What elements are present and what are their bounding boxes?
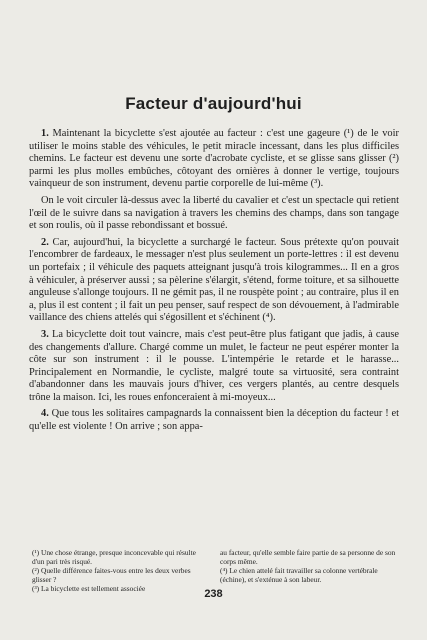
paragraph-text: Maintenant la bicyclette s'est ajoutée au facteur : c'est une gageure (¹) de le voir utiliser le moins stable des véhicules, le petit miracle incessant, dans les plus difficiles chemins. Le facteur est devenu une sorte d'acrobate cycliste, et se glisse sans glisser (²) parmi les plus molles embûches, côtoyant des ornières à donner le vertige, toujours vainqueur de son instrument, devenu partie corporelle de lui-même (³). (29, 128, 399, 190)
paragraph-text: La bicyclette doit tout vaincre, mais c'est peut-être plus fatigant que jadis, à cause des changements d'allure. Chargé comme un mulet, le facteur ne peut espérer monter la côte sur son instrument : il le pousse. L'intempérie le retarde et le harasse... Principalement en Normandie, le cycliste, malgré toute sa virtuosité, sera contraint d'abandonner dans les mauvais jours d'hiver, ces vergers plantés, au centre desquels trône la maison. Ici, les roues enfonceraient à mi-moyeux... (29, 328, 399, 403)
footnotes-right-column (220, 548, 397, 593)
paragraph-4 (29, 408, 399, 433)
paragraph-2 (29, 237, 399, 325)
page-number: 238 (204, 588, 223, 600)
paragraph-3 (29, 329, 399, 405)
paragraph-1 (29, 128, 399, 191)
footnote: au facteur, qu'elle semble faire partie de sa personne de son corps même. (220, 548, 396, 566)
paragraph-number: 1. (41, 128, 49, 139)
paragraph-text: Car, aujourd'hui, la bicyclette a surchargé le facteur. Sous prétexte qu'on pouvait l'encombrer de fardeaux, le messager n'est plus seulement un porte-lettres : il est devenu un portefaix ; il véhicule des paquets atteignant jusqu'à trois kilogrammes... Il en a gros à véhiculer, à préserver aussi ; sa pèlerine s'élargit, s'étend, forme toiture, et sa silhouette anguleuse s'allonge toujours. Il ne gémit pas, il ne rouspète point ; au contraire, plus il en a, plus il est content ; il fait un peu penser, sauf respect de son dévouement, à l'admirable vaillance des chiens attelés qui s'égosillent et s'échinent (⁴). (29, 236, 399, 324)
page-title: Facteur d'aujourd'hui (125, 94, 302, 113)
paragraph-text: On le voit circuler là-dessus avec la liberté du cavalier et c'est un spectacle qui retient l'œil de le suivre dans sa navigation à travers les chemins des champs, dans son tangage et son roulis, où il passe rebondissant et bossué. (29, 194, 399, 232)
paragraph-number: 2. (41, 236, 49, 248)
footnotes-left-column (32, 548, 209, 593)
body-text (29, 128, 399, 438)
footnote: (⁴) Le chien attelé fait travailler sa colonne vertébrale (échine), et s'exténue à son labeur. (220, 566, 378, 584)
paragraph-1b (29, 195, 399, 233)
paragraph-number: 4. (41, 408, 49, 420)
footnote: (¹) Une chose étrange, presque inconcevable qui résulte d'un pari très risqué. (32, 548, 196, 566)
footnotes (32, 548, 397, 593)
paragraph-text: Que tous les solitaires campagnards la connaissent bien la déception du facteur ! et qu'elle est violente ! On arrive ; son appa- (29, 408, 399, 433)
footnote: (²) Quelle différence faites-vous entre les deux verbes glisser ? (32, 566, 191, 584)
paragraph-number: 3. (41, 328, 49, 340)
footnote: (³) La bicyclette est tellement associée (32, 584, 146, 593)
